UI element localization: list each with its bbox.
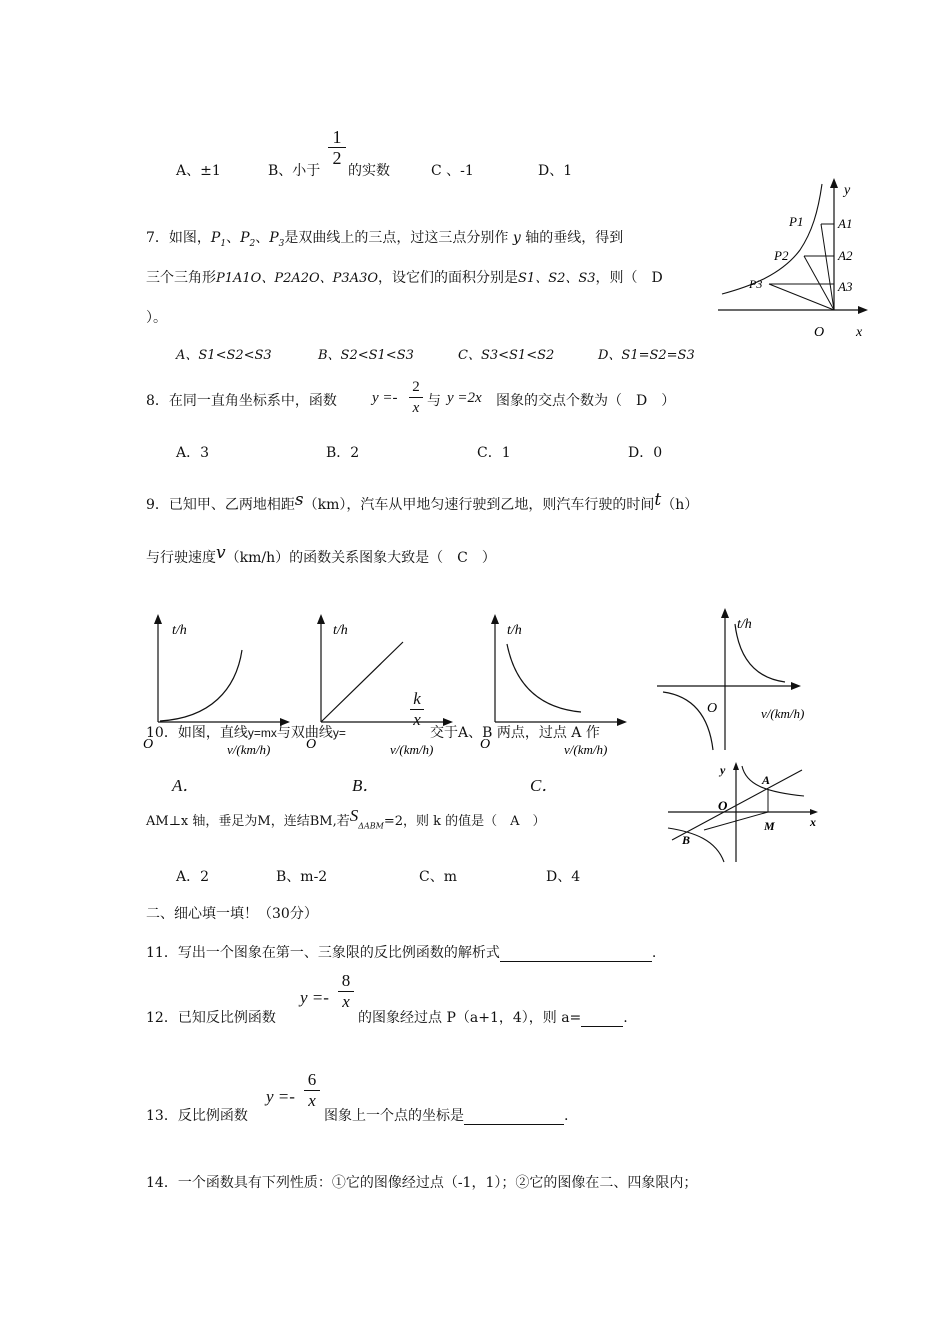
q9-text-1a: 9．已知甲、乙两地相距 <box>146 497 295 513</box>
q12-frac-den: x <box>342 992 350 1011</box>
q7-text-c: 轴的垂线，得到 <box>525 230 624 246</box>
q13-answer-blank[interactable] <box>464 1110 564 1125</box>
q7-line-3: ）。 <box>146 310 167 326</box>
q11-end: . <box>651 945 657 961</box>
q6-frac-num: 1 <box>332 127 342 147</box>
q12-post: 的图象经过点 P（a+1，4），则 a= <box>358 1010 582 1026</box>
q13-fraction <box>304 1071 320 1110</box>
graph-label-a: A． <box>172 776 200 795</box>
q12-frac-num: 8 <box>341 971 351 990</box>
q10-s-symbol: S <box>349 806 359 825</box>
q7-text-2b: ，设它们的面积分别是 <box>378 270 519 286</box>
q10-text-1e: 交于 <box>430 725 458 741</box>
q12-answer-blank[interactable] <box>581 1012 623 1027</box>
q10-text-2b: =2，则 k 的值是（ A ） <box>383 814 546 829</box>
x-axis-arrow-icon <box>791 682 801 690</box>
q10-hyperbola-lhs: y= <box>332 726 346 740</box>
fig7-origin-label: O <box>814 325 825 340</box>
q10-line-1-end <box>430 722 600 742</box>
branch-first-quadrant <box>735 624 785 682</box>
y-axis-arrow-icon <box>491 614 499 624</box>
q10-option-b: B、m-2 <box>276 869 328 885</box>
q8-f1-lhs: y =- <box>372 390 398 406</box>
hyperbola-lower <box>668 828 724 862</box>
fig7-a2: A2 <box>838 248 853 263</box>
q10-line-2 <box>146 806 546 831</box>
q9-graph-d <box>655 604 805 754</box>
q10-text-1f: A、B 两点，过点 A 作 <box>458 725 600 741</box>
fig10-point-a: A <box>762 773 771 787</box>
q12-pre: 12．已知反比例函数 <box>146 1010 276 1026</box>
q14: 14．一个函数具有下列性质：①它的图像经过点（-1，1）；②它的图像在二、四象限内； <box>146 1175 698 1191</box>
q10-text-1c: 与双曲线 <box>276 725 333 741</box>
y-axis-arrow-icon <box>317 614 325 624</box>
q6-option-a: A、±1 <box>176 163 221 179</box>
q7-option-a: A、S1<S2<S3 <box>176 348 272 363</box>
q13-lhs: y =- <box>266 1087 295 1106</box>
q7-intro: 7．如图， <box>146 230 211 246</box>
q8-option-d: D．0 <box>628 445 663 461</box>
q7-areas: S1、S2、S3 <box>518 271 596 286</box>
graph-a-origin: O <box>143 737 154 752</box>
q6-option-c: C 、-1 <box>431 163 474 179</box>
q10-line-1 <box>146 722 346 742</box>
fig7-x-label: x <box>856 325 863 340</box>
q7-triangles: P1A1O、P2A2O、P3A3O <box>216 271 379 286</box>
graph-c-v-label: v/(km/h) <box>564 742 608 757</box>
q7-text-b: 是双曲线上的三点，过这三点分别作 <box>284 230 509 246</box>
q8-mid: 与 <box>427 393 441 409</box>
fig7-p3: P3 <box>749 277 763 291</box>
graph-b-v-label: v/(km/h) <box>390 742 434 757</box>
q8-pre: 8．在同一直角坐标系中，函数 <box>146 393 337 409</box>
q10-option-d: D、4 <box>546 869 581 885</box>
q8-post: 图象的交点个数为（ D ） <box>496 393 676 409</box>
q13-post: 图象上一个点的坐标是 <box>324 1108 464 1124</box>
y-axis-arrow-icon <box>733 762 739 770</box>
graph-label-b: B． <box>352 776 380 795</box>
q13-frac-den: x <box>308 1091 316 1110</box>
q7-option-b: B、S2<S1<S3 <box>318 348 414 363</box>
q12-end: . <box>623 1010 628 1026</box>
q7-line-2 <box>146 267 663 287</box>
fig7-a1: A1 <box>838 216 853 231</box>
q11 <box>146 942 656 962</box>
q10-text-1a: 10．如图，直线 <box>146 725 248 741</box>
graph-a-v-label: v/(km/h) <box>227 742 271 757</box>
q10-figure <box>664 758 834 866</box>
q9-t-var: t <box>654 490 662 510</box>
fig7-a3: A3 <box>838 279 853 294</box>
x-axis-arrow-icon <box>617 718 627 726</box>
q10-s-subscript: ΔABM <box>358 821 384 831</box>
q13-post-line <box>324 1105 568 1125</box>
graph-d-t-label: t/h <box>737 617 752 632</box>
fig7-y-label: y <box>844 183 851 198</box>
q8-f2: y =2x <box>447 390 482 406</box>
y-axis-arrow-icon <box>154 614 162 624</box>
fig7-p1: P1 <box>789 214 804 229</box>
q10-fraction <box>410 690 424 729</box>
fig10-origin: O <box>718 798 728 813</box>
segment-p3-o <box>769 284 834 310</box>
q8-option-b: B．2 <box>326 445 360 461</box>
graph-c-origin: O <box>480 737 491 752</box>
q9-text-1b: （km），汽车从甲地匀速行驶到乙地，则汽车行驶的时间 <box>303 497 655 513</box>
q10-frac-num: k <box>413 689 421 708</box>
x-axis-arrow-icon <box>858 306 868 314</box>
segment-p1-o <box>821 224 834 310</box>
fig10-point-m: M <box>764 819 775 833</box>
q9-line-2 <box>146 543 496 567</box>
graph-c-t-label: t/h <box>507 623 522 638</box>
q10-frac-den: x <box>413 710 421 729</box>
graph-d-origin: O <box>707 701 718 716</box>
fig7-p2: P2 <box>774 248 789 263</box>
q9-text-2a: 与行驶速度 <box>146 550 216 566</box>
q9-v-var: v <box>216 543 226 563</box>
fig10-y-label: y <box>720 763 726 777</box>
graph-a-t-label: t/h <box>172 623 187 638</box>
q10-option-c: C、m <box>419 869 457 885</box>
q8-f1-num: 2 <box>412 379 420 395</box>
q6-fraction <box>328 128 346 167</box>
y-axis-arrow-icon <box>721 608 729 618</box>
branch-third-quadrant <box>663 692 713 750</box>
q7-p1: $P_1$ <box>210 230 227 249</box>
q9-s-var: s <box>294 490 304 510</box>
q7-option-d: D、S1=S2=S3 <box>598 348 695 363</box>
q9-text-1c: （h） <box>661 497 699 513</box>
q13-pre: 13．反比例函数 <box>146 1108 248 1124</box>
q7-text-2a: 三个三角形 <box>146 270 216 286</box>
q12-fraction <box>338 972 354 1011</box>
q6-option-b-prefix: B、小于 <box>268 163 321 179</box>
q7-hyperbola-figure <box>712 176 872 346</box>
graph-d-v-label: v/(km/h) <box>761 706 805 721</box>
q7-line-1: 7．如图，$P_1$、$P_2$、$P_3$是双曲线上的三点，过这三点分别作 y 轴的垂线，得到 <box>146 230 624 249</box>
graph-b-t-label: t/h <box>333 623 348 638</box>
fraction-bar <box>409 397 423 398</box>
q7-text-2c: ，则（ D <box>595 270 663 286</box>
q12-lhs: y =- <box>300 988 329 1007</box>
q7-p2: $P_2$ <box>240 230 256 249</box>
q13-end: . <box>564 1108 569 1124</box>
q10-text-2a: AM⊥x 轴，垂足为M，连结BM,若 <box>146 814 350 829</box>
q13-frac-num: 6 <box>307 1070 317 1089</box>
q10-line-equation: y=mx <box>247 726 277 740</box>
q12-post-line <box>358 1007 628 1027</box>
q7-option-c: C、S3<S1<S2 <box>458 348 555 363</box>
line-mx <box>672 770 802 840</box>
section-2-title: 二、细心填一填！（30分） <box>146 906 318 922</box>
q9-text-2b: （km/h）的函数关系图象大致是（ C ） <box>225 550 496 566</box>
q7-p3: $P_3$ <box>269 230 285 249</box>
curve-increasing <box>160 650 242 721</box>
line-proportional <box>321 642 403 722</box>
fig10-x-label: x <box>810 815 816 829</box>
q11-answer-blank[interactable] <box>500 947 652 962</box>
q8-f1-den: x <box>412 400 420 416</box>
q9-line-1 <box>146 490 698 514</box>
q7-y-var: y <box>512 230 521 246</box>
q8-option-c: C．1 <box>477 445 511 461</box>
graph-b-origin: O <box>306 737 317 752</box>
fig10-point-b: B <box>682 833 691 847</box>
q6-frac-den: 2 <box>332 148 342 168</box>
hyperbola-upper <box>742 766 804 796</box>
q8-option-a: A．3 <box>176 445 210 461</box>
q8-f1-fraction <box>409 378 423 417</box>
graph-label-c: C． <box>530 776 559 795</box>
curve-decreasing <box>507 644 581 712</box>
q10-option-a: A．2 <box>176 869 210 885</box>
hyperbola-curve <box>722 184 822 294</box>
y-axis-arrow-icon <box>830 178 838 188</box>
q6-option-d: D、1 <box>538 163 573 179</box>
q6-option-b-suffix: 的实数 <box>348 163 390 179</box>
q11-text: 11．写出一个图象在第一、三象限的反比例函数的解析式 <box>146 945 500 961</box>
